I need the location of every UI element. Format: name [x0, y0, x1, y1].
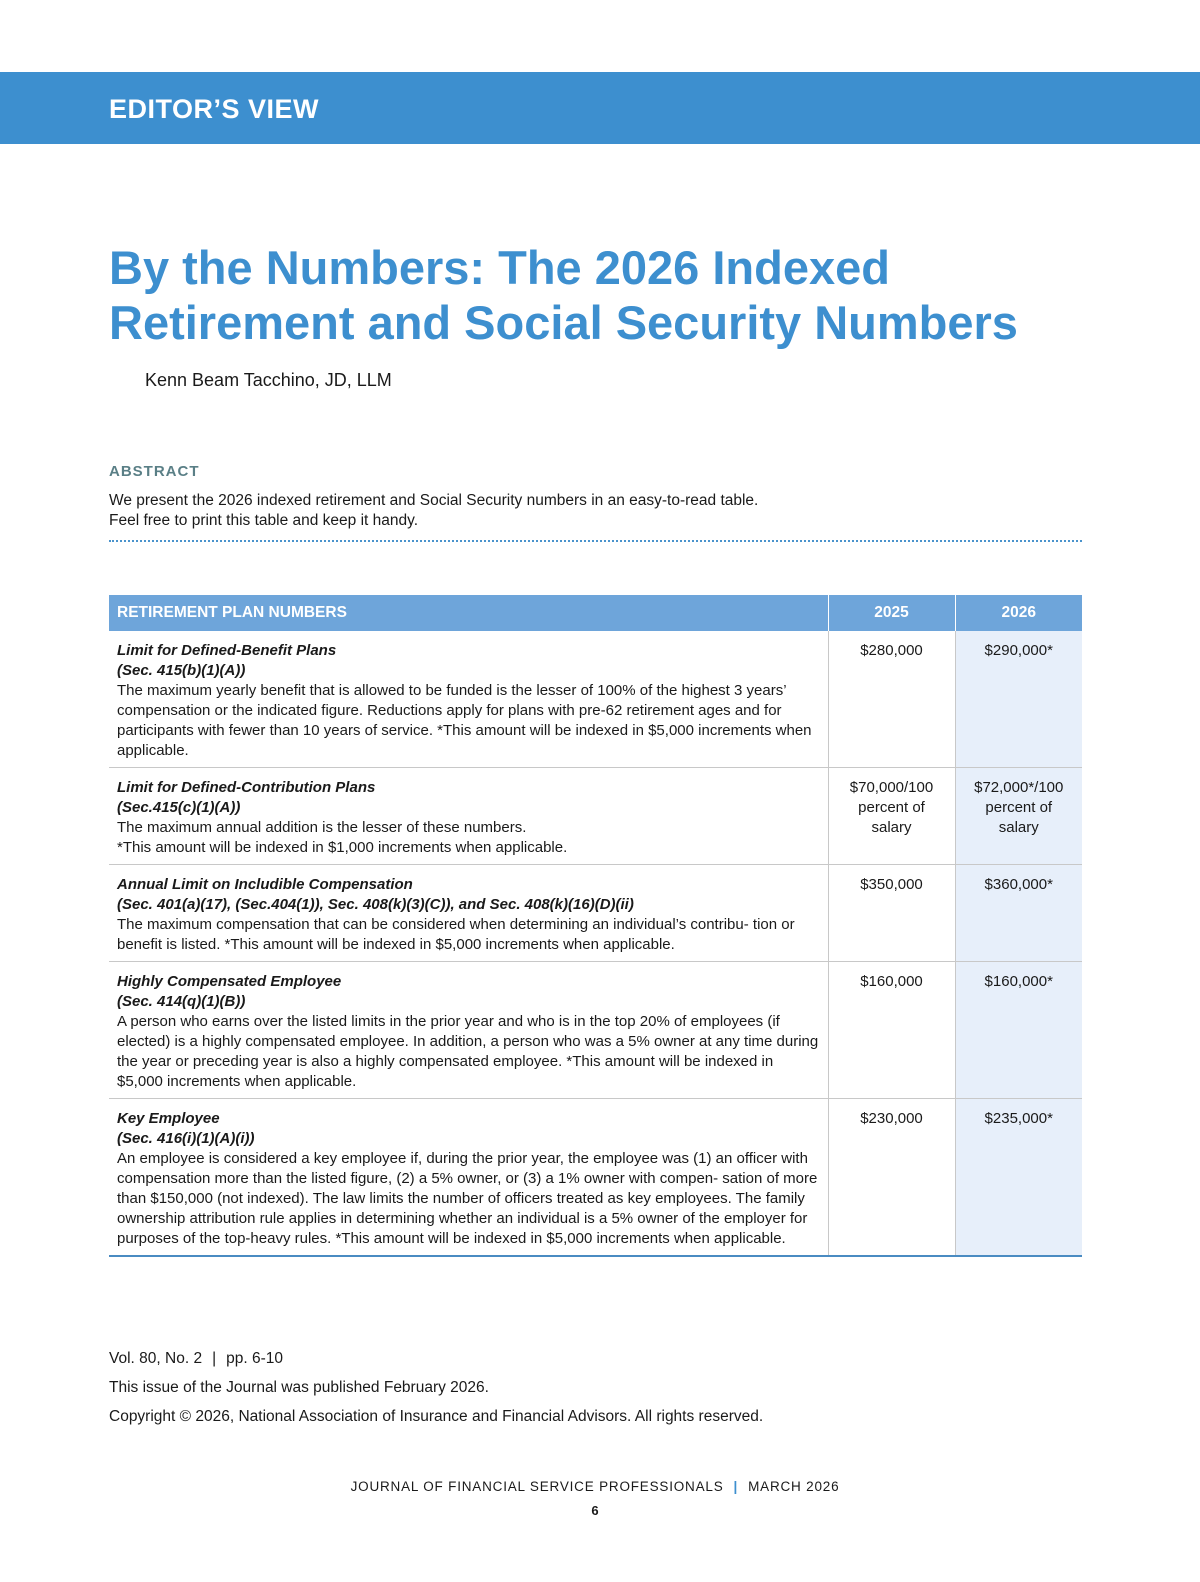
row-code-section: (Sec. 416(i)(1)(A)(i)) [117, 1130, 255, 1147]
section-banner [0, 72, 1200, 144]
copyright-notice: Copyright © 2026, National Association of Insurance and Financial Advisors. All rights reserved. [109, 1408, 764, 1425]
running-footer [0, 1479, 1190, 1494]
publication-date-note: This issue of the Journal was published February 2026. [109, 1379, 489, 1396]
article-title [109, 240, 1109, 350]
row-explanation: The maximum annual addition is the lesser of these numbers. *This amount will be indexed in $1,000 increments when applicable. [117, 819, 568, 856]
issue-date: MARCH 2026 [748, 1479, 840, 1494]
abstract-line-1: We present the 2026 indexed retirement and Social Security numbers in an easy-to-read table. [109, 492, 759, 509]
publication-info [109, 1344, 763, 1431]
value-2025: $230,000 [828, 1099, 955, 1257]
article-title-line-1: By the Numbers: The 2026 Indexed [109, 241, 890, 294]
value-2026: $72,000*/100 percent of salary [955, 768, 1082, 865]
running-footer-separator: | [733, 1479, 739, 1494]
row-title: Limit for Defined-Benefit Plans [117, 642, 337, 659]
abstract-body [109, 491, 1089, 531]
row-description [109, 631, 828, 768]
abstract-line-2: Feel free to print this table and keep it handy. [109, 512, 419, 529]
column-header-2025: 2025 [828, 595, 955, 631]
value-2025: $350,000 [828, 865, 955, 962]
row-explanation: The maximum yearly benefit that is allowed to be funded is the lesser of 100% of the highest 3 years’ compensation or the indicated figure. Reductions apply for plans with pre-62 retirement ages and for participants with fewer than 10 years of service. *This amount will be indexed in $5,000 increments when applicable. [117, 682, 812, 759]
author-byline: Kenn Beam Tacchino, JD, LLM [145, 370, 392, 390]
value-2026: $290,000* [955, 631, 1082, 768]
row-title: Annual Limit on Includible Compensation [117, 876, 413, 893]
row-description [109, 1099, 828, 1257]
table-row [109, 865, 1082, 962]
journal-name: JOURNAL OF FINANCIAL SERVICE PROFESSIONALS [350, 1479, 724, 1494]
row-code-section: (Sec.415(c)(1)(A)) [117, 799, 241, 816]
row-title: Key Employee [117, 1110, 220, 1127]
row-description [109, 865, 828, 962]
table-row [109, 768, 1082, 865]
row-explanation: The maximum compensation that can be considered when determining an individual’s contribu- tion or benefit is listed. *This amount will be indexed in $5,000 increments when applicable. [117, 916, 795, 953]
value-2025: $280,000 [828, 631, 955, 768]
row-code-section: (Sec. 414(q)(1)(B)) [117, 993, 246, 1010]
value-2026: $360,000* [955, 865, 1082, 962]
table-row [109, 1099, 1082, 1257]
column-header-2026: 2026 [955, 595, 1082, 631]
row-title: Limit for Defined-Contribution Plans [117, 779, 376, 796]
volume-line [109, 1344, 763, 1373]
row-code-section: (Sec. 415(b)(1)(A)) [117, 662, 246, 679]
table-row [109, 631, 1082, 768]
table-header-row [109, 595, 1082, 631]
abstract-heading: ABSTRACT [109, 463, 200, 480]
row-description [109, 962, 828, 1099]
section-divider [109, 540, 1082, 542]
volume-number: Vol. 80, No. 2 [109, 1350, 203, 1367]
row-explanation: An employee is considered a key employee if, during the prior year, the employee was (1) an officer with compensation more than the listed figure, (2) a 5% owner, or (3) a 1% owner with compen- sation of more than $150,000 (not indexed). The law limits the number of officers treated as key employees. The family ownership attribution rule applies in determining whether an individual is a 5% owner of the employer for purposes of the top-heavy rules. *This amount will be indexed in $5,000 increments when applicable. [117, 1150, 818, 1247]
row-description [109, 768, 828, 865]
retirement-numbers-table [109, 595, 1082, 1257]
row-code-section: (Sec. 401(a)(17), (Sec.404(1)), Sec. 408(k)(3)(C)), and Sec. 408(k)(16)(D)(ii) [117, 896, 634, 913]
page-range: pp. 6-10 [226, 1350, 283, 1367]
row-explanation: A person who earns over the listed limits in the prior year and who is in the top 20% of employees (if elected) is a highly compensated employee. In addition, a person who was a 5% owner at any time during the year or preceding year is also a highly compensated employee. *This amount will be indexed in $5,000 increments when applicable. [117, 1013, 819, 1090]
page-number: 6 [591, 1503, 599, 1518]
value-2026: $160,000* [955, 962, 1082, 1099]
column-header-description: RETIREMENT PLAN NUMBERS [109, 595, 828, 631]
value-2026: $235,000* [955, 1099, 1082, 1257]
volume-separator: | [212, 1350, 217, 1367]
section-banner-label: EDITOR’S VIEW [109, 94, 320, 124]
value-2025: $70,000/100 percent of salary [828, 768, 955, 865]
article-title-line-2: Retirement and Social Security Numbers [109, 296, 1018, 349]
table-row [109, 962, 1082, 1099]
row-title: Highly Compensated Employee [117, 973, 342, 990]
value-2025: $160,000 [828, 962, 955, 1099]
